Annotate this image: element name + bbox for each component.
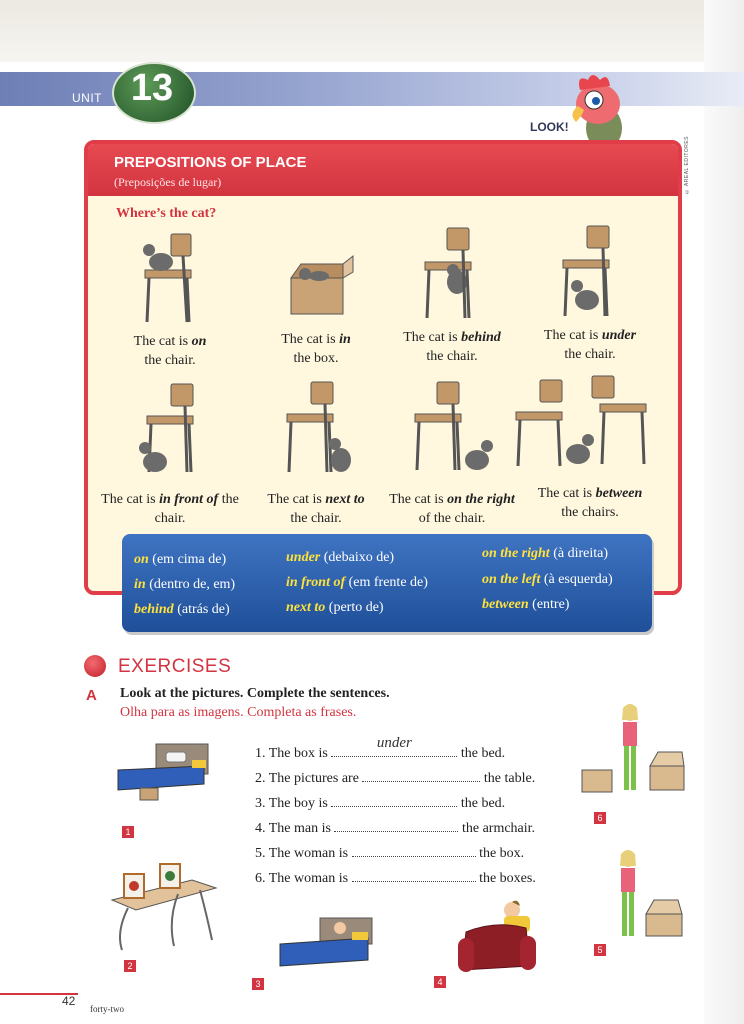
illustration-cat-on-the-right [382,378,522,528]
legend-gloss: (à direita) [549,546,608,561]
sentence-start: 5. The woman is [255,846,352,861]
sentence-6 [255,867,536,887]
sentence-end: the bed. [457,796,506,811]
sentence-end: the box. [475,846,525,861]
sentence-1 [255,735,506,762]
page-number-word: forty-two [90,1004,124,1014]
picture-woman-next-to-box-icon [606,848,690,942]
picture-boy-in-bed-icon [276,914,376,980]
picture-number-4: 4 [434,976,446,988]
exercise-instruction-pt: Olha para as imagens. Completa as frases. [120,705,357,720]
sentence-start: 6. The woman is [255,871,352,886]
exercise-letter: A [86,687,97,704]
legend-gloss: (debaixo de) [320,550,395,565]
picture-pictures-on-table-icon [108,862,220,954]
caption-text: the chair. [144,353,196,368]
picture-man-behind-armchair-icon [456,898,540,980]
sentence-end: the boxes. [475,871,536,886]
legend-gloss: (em frente de) [345,575,428,590]
illustration-cat-behind-chair [382,222,522,366]
sentence-start: 2. The pictures are [255,771,363,786]
picture-box-under-bed-icon [112,740,212,804]
legend-item [482,597,569,613]
caption-text: The cat is [133,334,192,349]
legend-item [286,550,394,566]
caption-text: the chair. [290,511,342,526]
caption-preposition: in front of [159,492,219,507]
answer-blank-2[interactable] [362,767,480,782]
caption-preposition: next to [325,492,365,507]
cat-next-to-chair-icon [271,378,361,478]
picture-number-2: 2 [124,960,136,972]
cat-in-front-of-chair-icon [125,378,215,478]
illustration-cat-in-box [246,226,386,368]
caption-preposition: on [191,334,207,349]
unit-number: 13 [130,67,174,109]
legend-term: behind [134,602,174,617]
look-label: LOOK! [530,120,569,134]
caption-text: the chair. [564,347,616,362]
legend-item [286,575,428,591]
illustration-cat-between-chairs [520,374,660,522]
preposition-legend [122,534,652,632]
legend-term: on the left [482,572,541,587]
legend-term: under [286,550,321,565]
picture-number-6: 6 [594,812,606,824]
exercise-instruction: Look at the pictures. Complete the sentences. [120,686,390,701]
panel-question: Where’s the cat? [116,206,217,221]
sentence-start: 3. The boy is [255,796,332,811]
caption-text: of the chair. [418,511,486,526]
sentence-2 [255,767,535,787]
answer-blank-1[interactable] [331,735,457,757]
legend-term: in [134,577,146,592]
page-number: 42 [62,994,76,1008]
caption-text: The cat is [537,486,596,501]
panel-subtitle: (Preposições de lugar) [114,175,222,189]
prepositions-panel [84,140,682,595]
sentence-5 [255,842,524,862]
panel-header [88,144,678,196]
caption-text: the chair. [426,349,478,364]
copyright-notice: © AREAL EDITORES [684,136,690,195]
caption-preposition: on the right [447,492,515,507]
scan-margin-top [0,0,744,62]
caption-text: the chairs. [561,505,619,520]
illustration-cat-under-chair [520,220,660,364]
picture-woman-between-boxes-icon [578,702,694,798]
legend-gloss: (entre) [528,597,570,612]
legend-gloss: (atrás de) [173,602,230,617]
caption-preposition: under [601,328,637,343]
illustration-cat-next-to-chair [246,378,386,528]
legend-term: in front of [286,575,346,590]
answer-blank-3[interactable] [331,792,457,807]
caption-preposition: in [339,332,351,347]
sentence-end: the armchair. [458,821,536,836]
answer-text: under [376,735,412,751]
panel-title: PREPOSITIONS OF PLACE [114,154,307,171]
caption-preposition: behind [461,330,501,345]
picture-number-5: 5 [594,944,606,956]
cat-in-box-icon [271,226,361,326]
answer-blank-5[interactable] [352,842,476,857]
sentence-3 [255,792,505,812]
legend-item [134,552,226,568]
unit-label: UNIT [72,91,102,105]
exercises-bullet-icon [84,655,106,677]
legend-term: next to [286,600,326,615]
caption-text: The cat is [403,330,462,345]
legend-item [482,572,613,588]
cat-on-the-right-icon [407,378,497,478]
sentence-4 [255,817,535,837]
answer-blank-4[interactable] [334,817,458,832]
picture-number-3: 3 [252,978,264,990]
caption-text: The cat is [267,492,326,507]
legend-item [286,600,384,616]
sentence-end: the table. [480,771,536,786]
legend-item [482,546,608,562]
illustration-cat-on-chair [100,226,240,370]
cat-between-chairs-icon [510,374,660,474]
legend-gloss: (à esquerda) [540,572,613,587]
caption-preposition: between [595,486,643,501]
legend-term: on [134,552,149,567]
illustration-cat-in-front-of-chair [100,378,240,528]
scan-margin-right [704,0,744,1024]
cat-under-chair-icon [545,220,635,320]
caption-text: the box. [293,351,339,366]
legend-gloss: (perto de) [325,600,384,615]
sentence-start: 1. The box is [255,746,332,761]
picture-number-1: 1 [122,826,134,838]
caption-text: The cat is [101,492,160,507]
legend-gloss: (dentro de, em) [145,577,236,592]
caption-text: The cat is [281,332,340,347]
legend-item [134,602,230,618]
legend-item [134,577,235,593]
sentence-start: 4. The man is [255,821,335,836]
legend-gloss: (em cima de) [148,552,227,567]
caption-text: the chair. [154,492,239,526]
legend-term: between [482,597,529,612]
answer-blank-6[interactable] [352,867,476,882]
cat-behind-chair-icon [407,222,497,322]
cat-on-chair-icon [125,226,215,326]
exercises-title: EXERCISES [118,656,232,677]
caption-text: The cat is [389,492,448,507]
caption-text: The cat is [543,328,602,343]
legend-term: on the right [482,546,550,561]
sentence-end: the bed. [457,746,506,761]
